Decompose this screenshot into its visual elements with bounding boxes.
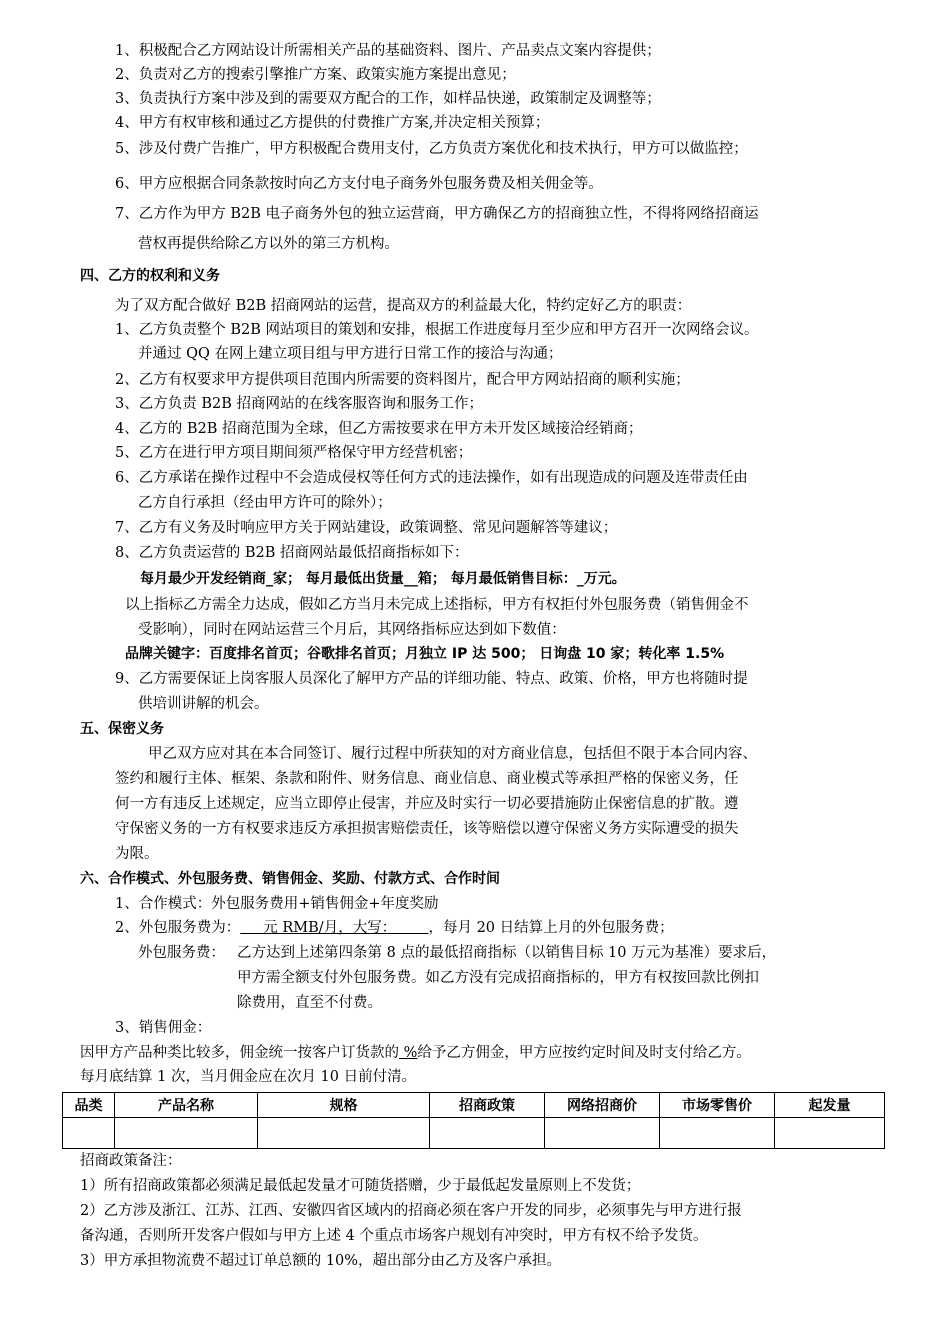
header-spec: 规格	[258, 1093, 430, 1118]
section5-line-2: 签约和履行主体、框架、条款和附件、财务信息、商业信息、商业模式等承担严格的保密义务，任	[115, 771, 739, 787]
commission-line-2: 每月底结算 1 次，当月佣金应在次月 10 日前付清。	[80, 1069, 417, 1085]
section4-item-1-cont: 并通过 QQ 在网上建立项目组与甲方进行日常工作的接洽与沟通；	[138, 346, 563, 362]
targets-note-2: 受影响），同时在网站运营三个月后，其网络指标应达到如下数值：	[138, 622, 566, 638]
targets-note-1: 以上指标乙方需全力达成，假如乙方当月未完成上述指标，甲方有权拒付外包服务费（销售佣金不	[125, 597, 749, 613]
fee-amount-blank: 元 RMB/月，大写：	[240, 920, 429, 936]
fee-line-3: 除费用，直至不付费。	[237, 995, 382, 1011]
section4-item-1: 1、乙方负责整个 B2B 网站项目的策划和安排，根据工作进度每月至少应和甲方召开一次网络会议。	[115, 322, 759, 338]
section4-item-8: 8、乙方负责运营的 B2B 招商网站最低招商指标如下：	[115, 545, 469, 561]
partyA-item-6: 6、甲方应根据合同条款按时向乙方支付电子商务外包服务费及相关佣金等。	[115, 176, 603, 192]
section4-item-4: 4、乙方的 B2B 招商范围为全球，但乙方需按要求在甲方未开发区域接洽经销商；	[115, 421, 643, 437]
section6-item-3: 3、销售佣金：	[115, 1020, 212, 1036]
section4-item-6-cont: 乙方自行承担（经由甲方许可的除外）；	[138, 495, 392, 511]
fee-line-1: 乙方达到上述第四条第 8 点的最低招商指标（以销售目标 10 万元为基准）要求后，	[237, 945, 777, 961]
table-cell	[775, 1118, 885, 1149]
section5-line-5: 为限。	[115, 846, 159, 862]
fee-line-2: 甲方需全额支付外包服务费。如乙方没有完成招商指标的，甲方有权按回款比例扣	[237, 970, 759, 986]
partyA-item-3: 3、负责执行方案中涉及到的需要双方配合的工作，如样品快递，政策制定及调整等；	[115, 91, 661, 107]
section4-item-6: 6、乙方承诺在操作过程中不会造成侵权等任何方式的违法操作，如有出现造成的问题及连带责任由	[115, 470, 748, 486]
section6-heading: 六、合作模式、外包服务费、销售佣金、奖励、付款方式、合作时间	[80, 871, 500, 887]
header-product-name: 产品名称	[115, 1093, 258, 1118]
policy-note-3: 3）甲方承担物流费不超过订单总额的 10%，超出部分由乙方及客户承担。	[80, 1253, 562, 1269]
product-table	[62, 1092, 885, 1149]
commission-suffix: 给予乙方佣金，甲方应按约定时间及时支付给乙方。	[417, 1045, 751, 1061]
header-online-price: 网络招商价	[545, 1093, 660, 1118]
section6-item-2	[115, 918, 674, 938]
section4-intro: 为了双方配合做好 B2B 招商网站的运营，提高双方的利益最大化，特约定好乙方的职责：	[115, 298, 692, 314]
table-cell	[63, 1118, 115, 1149]
policy-notes-title: 招商政策备注：	[80, 1153, 182, 1169]
table-cell	[660, 1118, 775, 1149]
partyA-item-5: 5、涉及付费广告推广，甲方积极配合费用支付，乙方负责方案优化和技术执行，甲方可以做监控；	[115, 141, 748, 157]
section4-heading: 四、乙方的权利和义务	[80, 268, 220, 284]
section4-item-9-cont: 供培训讲解的机会。	[138, 696, 269, 712]
section4-item-2: 2、乙方有权要求甲方提供项目范围内所需要的资料图片，配合甲方网站招商的顺利实施；	[115, 372, 690, 388]
section5-line-1: 甲乙双方应对其在本合同签订、履行过程中所获知的对方商业信息，包括但不限于本合同内容、	[148, 746, 757, 762]
section5-line-4: 守保密义务的一方有权要求违反方承担损害赔偿责任，该等赔偿以遵守保密义务方实际遭受的损失	[115, 821, 739, 837]
partyA-item-1: 1、积极配合乙方网站设计所需相关产品的基础资料、图片、产品卖点文案内容提供；	[115, 43, 661, 59]
section4-item-9: 9、乙方需要保证上岗客服人员深化了解甲方产品的详细功能、特点、政策、价格，甲方也将随时提	[115, 671, 748, 687]
table-cell	[115, 1118, 258, 1149]
section4-item-5: 5、乙方在进行甲方项目期间须严格保守甲方经营机密；	[115, 445, 473, 461]
partyA-item-2: 2、负责对乙方的搜索引擎推广方案、政策实施方案提出意见；	[115, 67, 516, 83]
targets-line: 每月最少开发经销商_家； 每月最低出货量__箱； 每月最低销售目标：_万元。	[140, 571, 626, 587]
section4-item-7: 7、乙方有义务及时响应甲方关于网站建设，政策调整、常见问题解答等建议；	[115, 520, 618, 536]
policy-note-1: 1）所有招商政策都必须满足最低起发量才可随货搭赠，少于最低起发量原则上不发货；	[80, 1178, 641, 1194]
commission-line-1	[80, 1043, 751, 1063]
commission-prefix: 因甲方产品种类比较多，佣金统一按客户订货款的	[80, 1045, 399, 1061]
section5-line-3: 何一方有违反上述规定，应当立即停止侵害，并应及时实行一切必要措施防止保密信息的扩散。遵	[115, 796, 739, 812]
policy-note-2-cont: 备沟通，否则所开发客户假如与甲方上述 4 个重点市场客户规划有冲突时，甲方有权不给予发货。	[80, 1228, 708, 1244]
item2-prefix: 2、外包服务费为：	[115, 920, 241, 936]
section5-heading: 五、保密义务	[80, 721, 164, 737]
partyA-item-7-cont: 营权再提供给除乙方以外的第三方机构。	[138, 236, 399, 252]
item2-suffix: ，每月 20 日结算上月的外包服务费；	[428, 920, 674, 936]
section6-item-1: 1、合作模式：外包服务费用+销售佣金+年度奖励	[115, 896, 439, 912]
header-min-order: 起发量	[775, 1093, 885, 1118]
partyA-item-7: 7、乙方作为甲方 B2B 电子商务外包的独立运营商，甲方确保乙方的招商独立性，不得将网络招商运	[115, 206, 759, 222]
table-cell	[545, 1118, 660, 1149]
table-header-row	[63, 1093, 885, 1118]
commission-percent-blank: %	[399, 1045, 418, 1061]
header-retail-price: 市场零售价	[660, 1093, 775, 1118]
header-category: 品类	[63, 1093, 115, 1118]
table-cell	[258, 1118, 430, 1149]
policy-note-2: 2）乙方涉及浙江、江苏、江西、安徽四省区域内的招商必须在客户开发的同步，必须事先与甲方进行报	[80, 1203, 742, 1219]
fee-label: 外包服务费：	[138, 945, 225, 961]
section4-item-3: 3、乙方负责 B2B 招商网站的在线客服咨询和服务工作；	[115, 396, 483, 412]
brand-keywords-line: 品牌关键字：百度排名首页；谷歌排名首页；月独立 IP 达 500； 日询盘 10 家；转化率 1.5%	[125, 646, 725, 662]
table-row	[63, 1118, 885, 1149]
partyA-item-4: 4、甲方有权审核和通过乙方提供的付费推广方案,并决定相关预算；	[115, 115, 550, 131]
header-policy: 招商政策	[430, 1093, 545, 1118]
table-cell	[430, 1118, 545, 1149]
